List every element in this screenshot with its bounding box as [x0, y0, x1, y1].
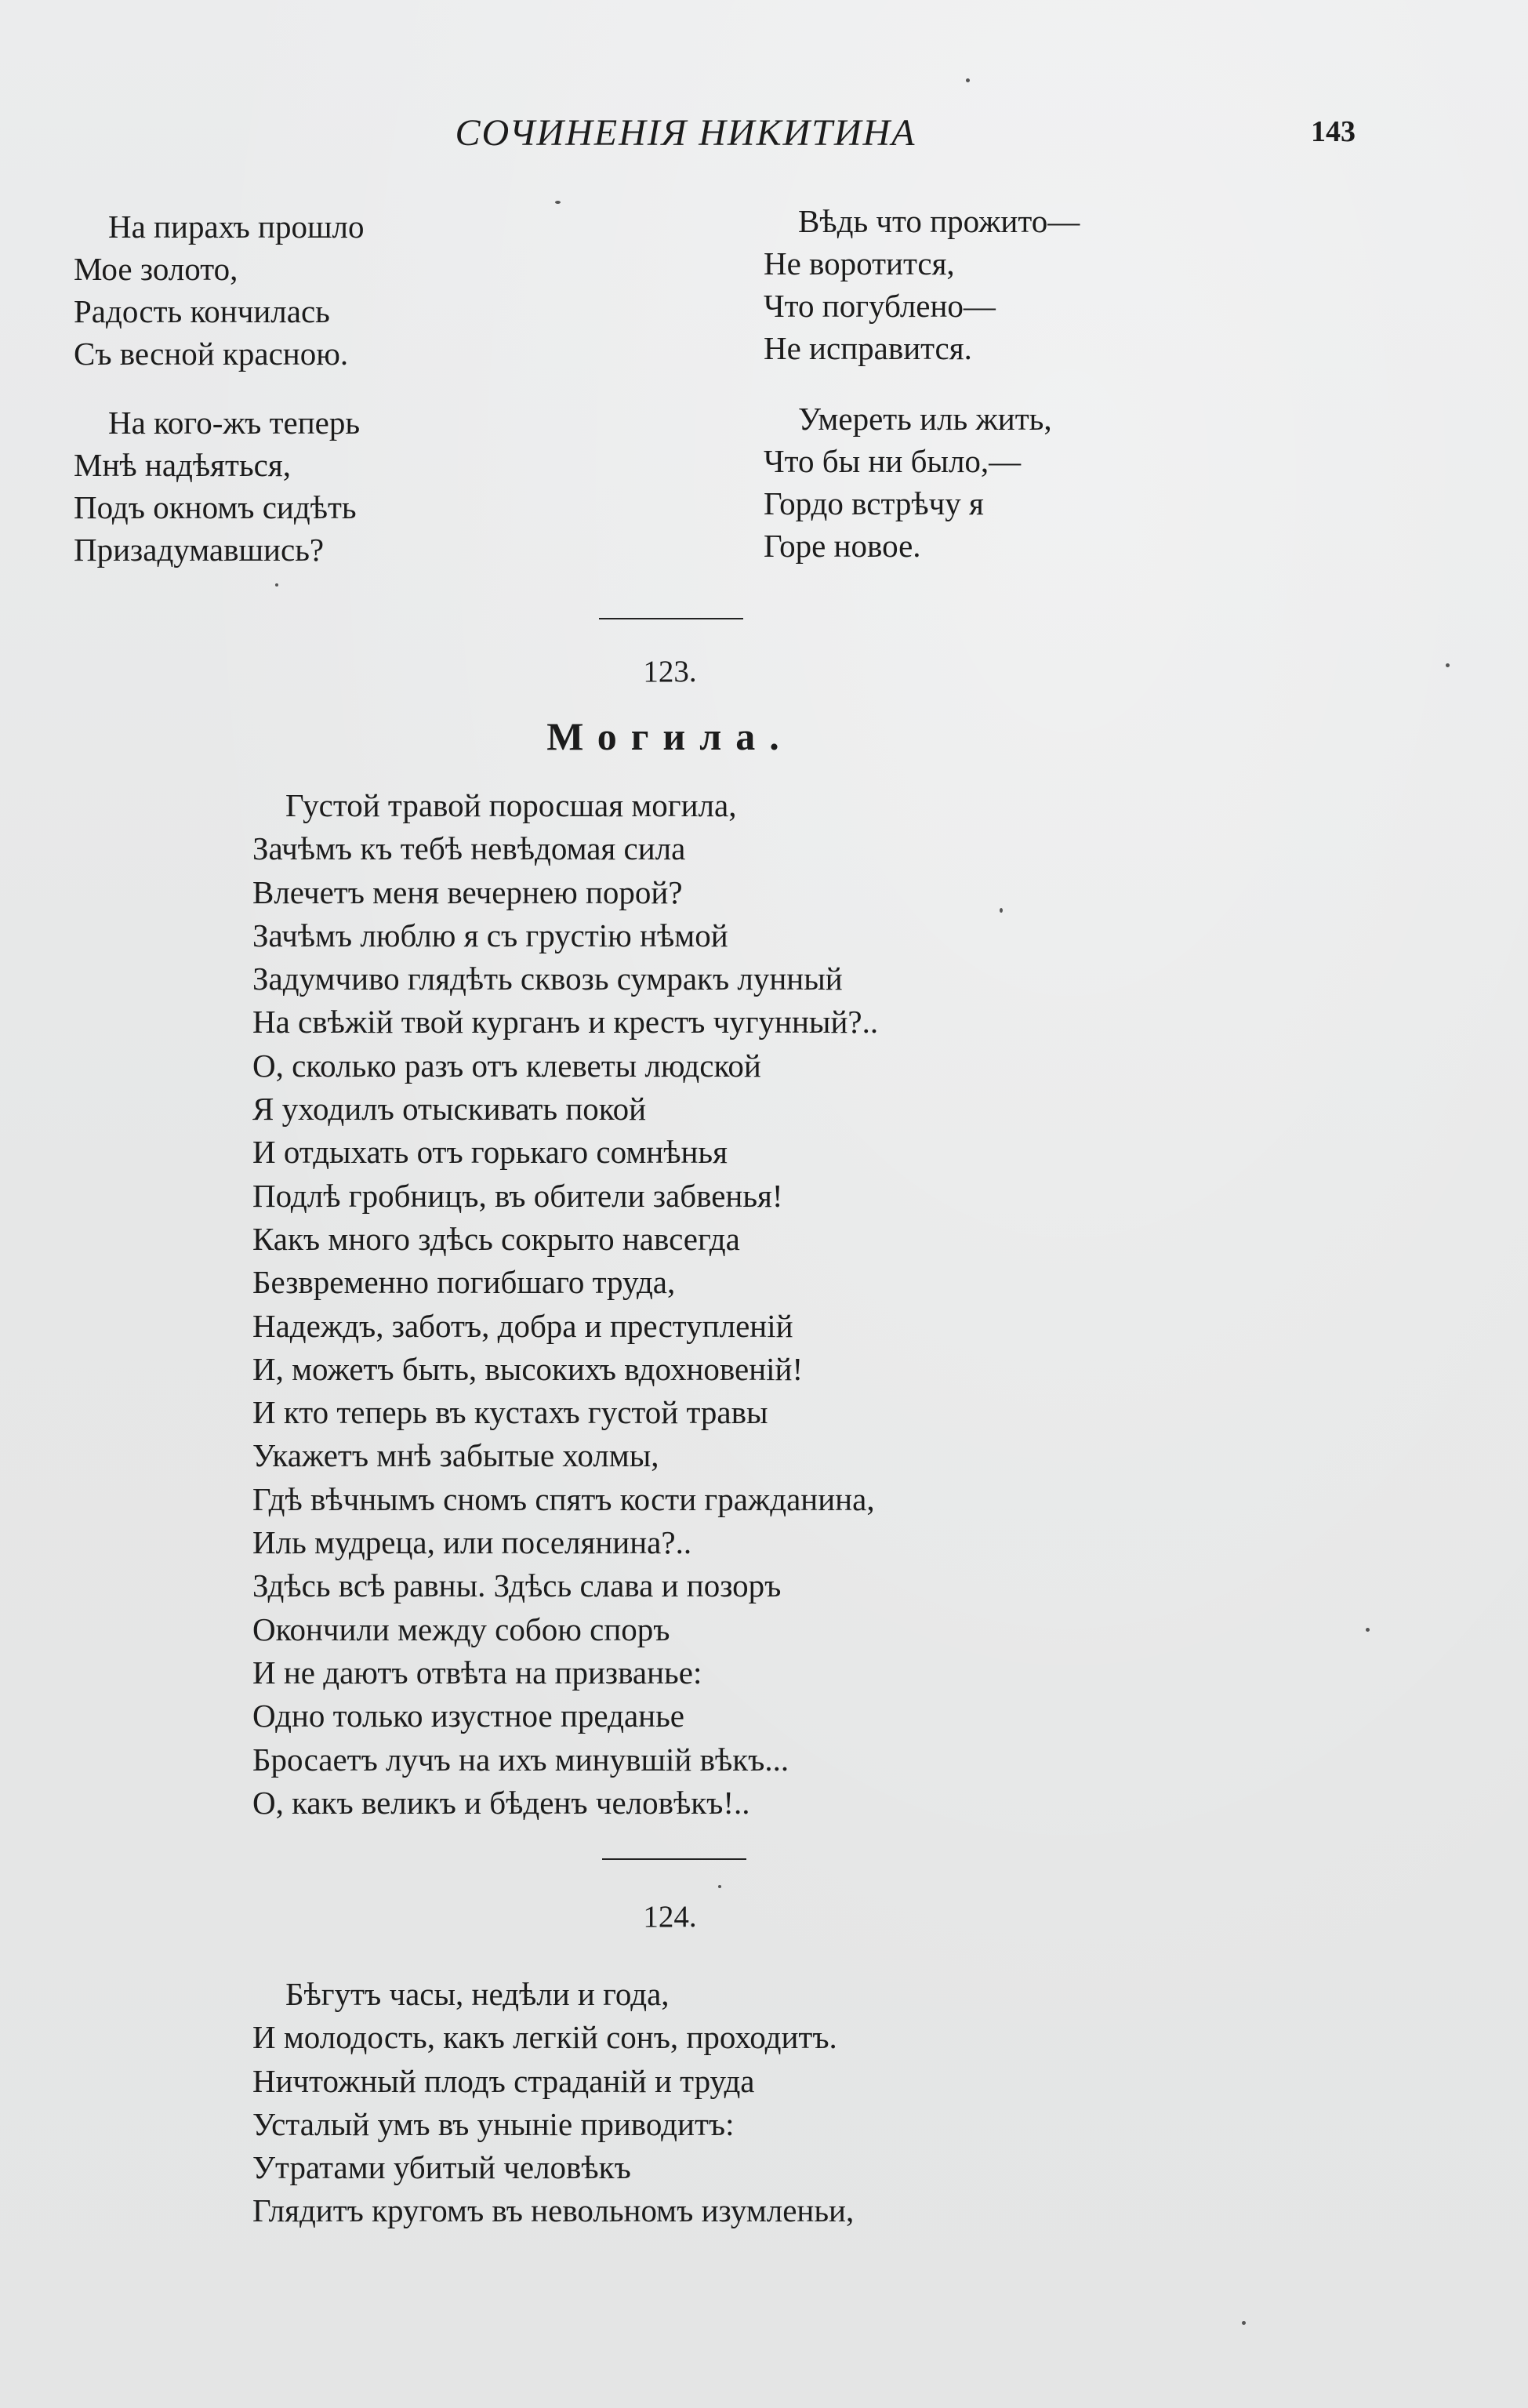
verse-line: Призадумавшись? — [74, 532, 325, 568]
verse-line: О, сколько разъ отъ клеветы людской — [252, 1047, 761, 1084]
verse-line: Подъ окномъ сидѣть — [74, 489, 357, 525]
poem-title: Могила. — [546, 714, 793, 758]
verse-line: На пирахъ прошло — [108, 209, 365, 245]
verse-line: О, какъ великъ и бѣденъ человѣкъ!.. — [252, 1784, 750, 1821]
verse-line: Укажетъ мнѣ забытые холмы, — [252, 1437, 659, 1474]
verse-line: Какъ много здѣсь сокрыто навсегда — [252, 1220, 740, 1257]
right-stanza-2 — [764, 398, 1052, 567]
verse-line: И отдыхать отъ горькаго сомнѣнья — [252, 1134, 728, 1171]
verse-line: Влечетъ меня вечернею порой? — [252, 873, 683, 910]
page-number: 143 — [1311, 115, 1356, 148]
verse-line: Я уходилъ отыскивать покой — [252, 1091, 647, 1128]
scan-speck — [1242, 2321, 1246, 2325]
verse-line: Мое золото, — [74, 251, 238, 287]
scan-speck — [1446, 663, 1450, 667]
verse-line: И, можетъ быть, высокихъ вдохновеній! — [252, 1350, 804, 1387]
verse-line: Что бы ни было,— — [764, 443, 1022, 479]
verse-line: Задумчиво глядѣть сквозь сумракъ лунный — [252, 961, 843, 997]
verse-line: Что погублено— — [764, 288, 996, 324]
verse-line: Бросаетъ лучъ на ихъ минувшій вѣкъ... — [252, 1741, 789, 1778]
poem-123-body — [252, 784, 878, 1825]
verse-line: И не даютъ отвѣта на призванье: — [252, 1654, 702, 1691]
verse-line: Не воротится, — [764, 245, 955, 281]
verse-line: Радость кончилась — [74, 293, 330, 329]
running-title: СОЧИНЕНІЯ НИКИТИНА — [455, 112, 916, 154]
scan-speck — [555, 201, 561, 204]
scan-speck — [275, 583, 278, 587]
verse-line: И молодость, какъ легкій сонъ, проходитъ. — [252, 2019, 837, 2056]
verse-line: Утратами убитый человѣкъ — [252, 2149, 631, 2186]
verse-line: Здѣсь всѣ равны. Здѣсь слава и позоръ — [252, 1567, 782, 1604]
verse-line: Ничтожный плодъ страданій и труда — [252, 2062, 755, 2099]
verse-line: Гдѣ вѣчнымъ сномъ спятъ кости гражданина, — [252, 1480, 875, 1517]
left-stanza-2 — [74, 401, 360, 571]
verse-line: Густой травой поросшая могила, — [285, 787, 737, 823]
verse-line: Умереть иль жить, — [798, 401, 1052, 437]
verse-line: Съ весной красною. — [74, 336, 349, 372]
verse-line: Надеждъ, заботъ, добра и преступленій — [252, 1307, 793, 1344]
verse-line: Зачѣмъ къ тебѣ невѣдомая сила — [252, 830, 686, 867]
scan-speck — [1366, 1628, 1370, 1632]
verse-line: Одно только изустное преданье — [252, 1698, 684, 1734]
section-divider — [599, 618, 743, 619]
poem-124-body — [252, 1973, 854, 2233]
verse-line: Мнѣ надѣяться, — [74, 447, 291, 483]
verse-line: Вѣдь что прожито— — [798, 203, 1080, 239]
verse-line: Бѣгутъ часы, недѣли и года, — [285, 1976, 670, 2012]
running-head — [0, 111, 1528, 154]
poem-number: 124. — [643, 1900, 697, 1934]
verse-line: Горе новое. — [764, 528, 921, 564]
left-stanza-1 — [74, 205, 365, 375]
verse-line: Безвременно погибшаго труда, — [252, 1264, 676, 1301]
verse-line: На кого-жъ теперь — [108, 405, 361, 441]
scan-speck — [1000, 908, 1003, 913]
verse-line: Зачѣмъ люблю я съ грустію нѣмой — [252, 917, 728, 953]
verse-line: Глядитъ кругомъ въ невольномъ изумленьи, — [252, 2192, 855, 2229]
scan-speck — [966, 78, 970, 82]
verse-line: Окончили между собою споръ — [252, 1611, 670, 1647]
scan-speck — [718, 1885, 721, 1888]
verse-line: Не исправится. — [764, 330, 972, 366]
verse-line: Усталый умъ въ уныніе приводитъ: — [252, 2105, 735, 2142]
poem-number: 123. — [643, 655, 697, 688]
section-divider — [602, 1858, 746, 1860]
verse-line: Подлѣ гробницъ, въ обители забвенья! — [252, 1177, 783, 1214]
verse-line: На свѣжій твой курганъ и крестъ чугунный?.. — [252, 1004, 879, 1041]
right-stanza-1 — [764, 200, 1080, 369]
verse-line: И кто теперь въ кустахъ густой травы — [252, 1394, 768, 1431]
verse-line: Иль мудреца, или поселянина?.. — [252, 1524, 692, 1561]
verse-line: Гордо встрѣчу я — [764, 485, 984, 521]
